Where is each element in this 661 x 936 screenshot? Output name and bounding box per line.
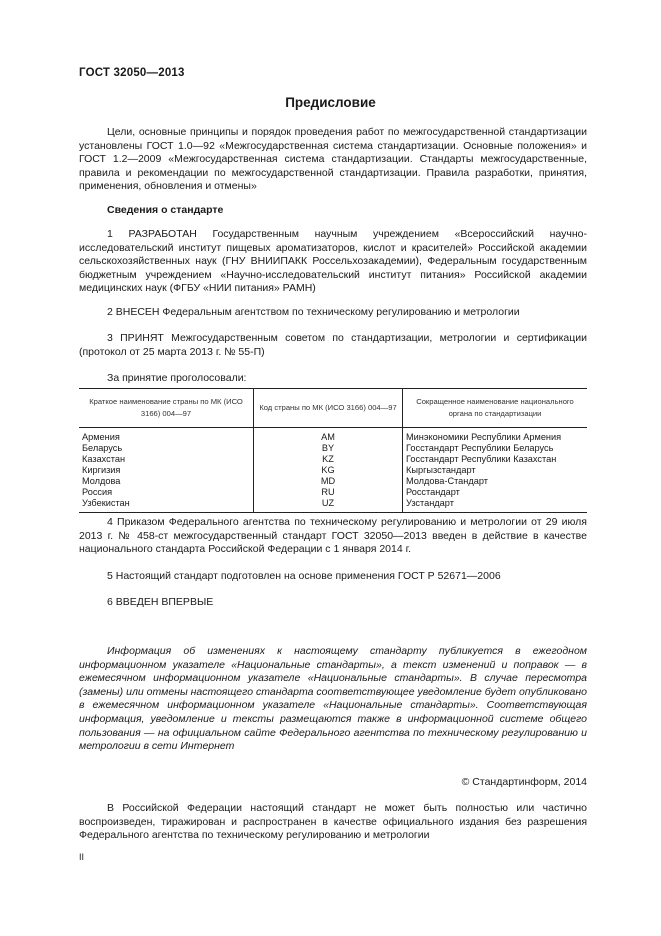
cell-body: Узстандарт: [403, 498, 588, 513]
table-row: [79, 454, 587, 465]
table-row: [79, 465, 587, 476]
reproduction-notice: [79, 802, 587, 843]
standard-header: ГОСТ 32050—2013: [79, 67, 185, 79]
cell-body: Росстандарт: [406, 487, 460, 497]
item-introduced-text: 2 ВНЕСЕН Федеральным агентством по техническому регулированию и метрологии: [107, 306, 520, 318]
vote-table-header-row: [79, 389, 587, 428]
table-row: [79, 428, 587, 444]
item-developed-text: 1 РАЗРАБОТАН Государственным научным учреждением «Всероссийский научно-исследовательский институт пищевых ароматизаторов, кислот и красителей» Российской академии сельскохозяйственных наук (ГНУ ВНИИПАКК Россельхозакадемии), Федеральным государственным бюджетным учреждением «Научно-исследовательский институт питания» Российской академии медицинских наук (ФГБУ «НИИ питания» РАМН): [79, 228, 587, 295]
cell-body: Госстандарт Республики Казахстан: [406, 454, 557, 464]
col-header-body: Сокращенное наименование национального органа по стандартизации: [403, 389, 588, 428]
intro-paragraph: [79, 126, 587, 194]
cell-code: BY: [254, 443, 403, 454]
item-basis-text: 5 Настоящий стандарт подготовлен на основе применения ГОСТ Р 52671—2006: [107, 570, 501, 582]
item-order-text: 4 Приказом Федерального агентства по техническому регулированию и метрологии от 29 июля 2013 г. № 458-ст межгосударственный стандарт ГОСТ 32050—2013 введен в действие в качестве национального стандарта Российской Федерации с 1 января 2014 г.: [79, 516, 587, 556]
cell-body: Минэкономики Республики Армения: [406, 432, 562, 442]
item-adopted: [79, 332, 587, 359]
cell-code: KG: [254, 465, 403, 476]
cell-code: UZ: [254, 498, 403, 513]
cell-code: KZ: [254, 454, 403, 465]
voted-label: За принятие проголосовали:: [107, 372, 247, 384]
table-row: [79, 487, 587, 498]
item-developed: [79, 228, 587, 296]
cell-country: Армения: [82, 432, 120, 442]
reproduction-notice-text: В Российской Федерации настоящий стандарт не может быть полностью или частично воспроизведен, тиражирован и распространен в качестве официального издания без разрешения Федерального агентства по техническому регулированию и метрологии: [79, 802, 587, 842]
cell-code: RU: [254, 487, 403, 498]
cell-country: Молдова: [82, 476, 121, 486]
copyright: © Стандартинформ, 2014: [461, 776, 587, 788]
cell-country: Россия: [82, 487, 113, 497]
intro-text: Цели, основные принципы и порядок проведения работ по межгосударственной стандартизации установлены ГОСТ 1.0—92 «Межгосударственная система стандартизации. Основные положения» и ГОСТ 1.2—2009 «Межгосударственная система стандартизации. Стандарты межгосударственные, правила и рекомендации по межгосударственной стандартизации. Правила разработки, принятия, применения, обновления и отмены»: [79, 126, 587, 193]
cell-country: Казахстан: [82, 454, 126, 464]
cell-body: Госстандарт Республики Беларусь: [406, 443, 554, 453]
cell-country: Беларусь: [82, 443, 123, 453]
item-first: [79, 596, 587, 610]
item-basis: [79, 570, 587, 584]
changes-notice: [79, 645, 587, 754]
col-header-country: Краткое наименование страны по МК (ИСО 3166) 004—97: [79, 389, 254, 428]
col-header-code: Код страны по МК (ИСО 3166) 004—97: [254, 389, 403, 428]
cell-country: Узбекистан: [79, 498, 254, 513]
table-row: [79, 498, 587, 513]
item-first-text: 6 ВВЕДЕН ВПЕРВЫЕ: [107, 596, 214, 608]
section-heading: Сведения о стандарте: [107, 204, 224, 216]
item-introduced: [79, 306, 587, 320]
item-adopted-text: 3 ПРИНЯТ Межгосударственным советом по стандартизации, метрологии и сертификации (протокол от 25 марта 2013 г. № 55-П): [79, 332, 587, 358]
page-number: II: [79, 852, 85, 862]
item-order: [79, 516, 587, 557]
cell-code: MD: [254, 476, 403, 487]
table-row: [79, 443, 587, 454]
cell-body: Молдова-Стандарт: [406, 476, 488, 486]
vote-table: [79, 388, 587, 513]
page-title: Предисловие: [285, 95, 376, 110]
cell-body: Кыргызстандарт: [406, 465, 476, 475]
cell-country: Киргизия: [82, 465, 121, 475]
cell-code: AM: [254, 428, 403, 444]
table-row: [79, 476, 587, 487]
changes-notice-text: Информация об изменениях к настоящему стандарту публикуется в ежегодном информационном указателе «Национальные стандарты», а текст изменений и поправок — в ежемесячном информационном указателе «Национальные стандарты». В случае пересмотра (замены) или отмены настоящего стандарта соответствующее уведомление будет опубликовано в ежемесячном информационном указателе «Национальные стандарты». Соответствующая информация, уведомление и тексты размещаются также в информационной системе общего пользования — на официальном сайте Федерального агентства по техническому регулированию и метрологии в сети Интернет: [79, 645, 587, 753]
